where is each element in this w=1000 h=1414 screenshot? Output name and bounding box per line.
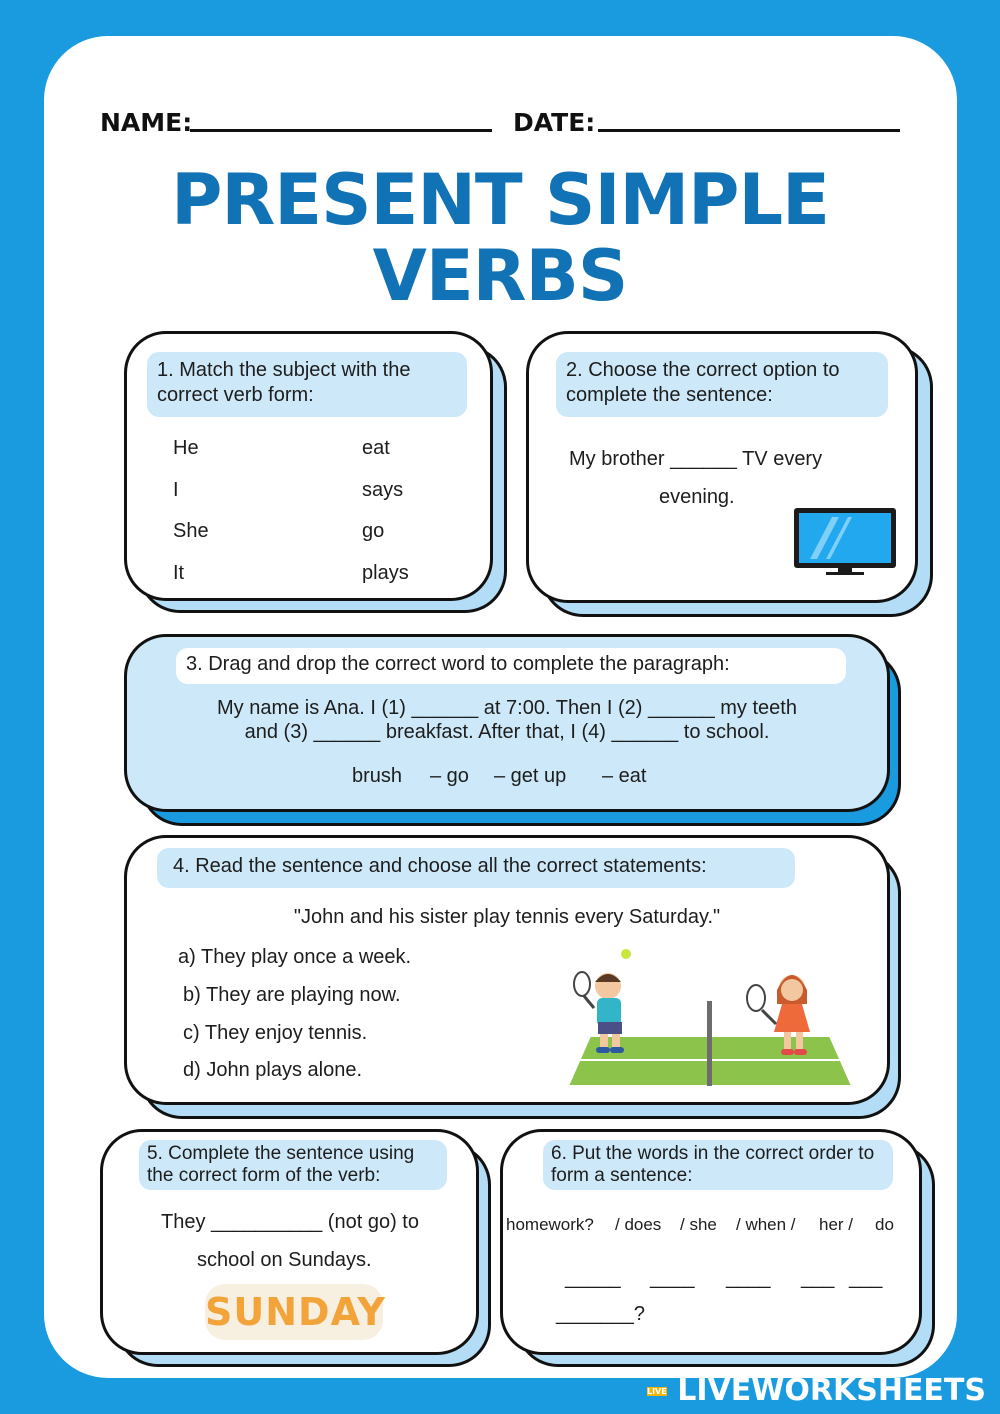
ex4-option[interactable]: a) They play once a week.: [178, 946, 412, 968]
ex5-sentence-line2: school on Sundays.: [197, 1249, 372, 1271]
ex6-blank[interactable]: ____: [650, 1267, 695, 1289]
ex4-option[interactable]: d) John plays alone.: [183, 1059, 363, 1081]
ex3-instruction: 3. Drag and drop the correct word to complete the paragraph:: [176, 648, 846, 684]
ex5-instruction: 5. Complete the sentence using the correct form of the verb:: [139, 1140, 447, 1190]
ex3-word-option[interactable]: – go: [430, 765, 469, 787]
liveworksheets-logo: [647, 1373, 986, 1408]
ex6-word[interactable]: / does: [615, 1215, 662, 1234]
sunday-sticker: [205, 1284, 386, 1340]
tennis-players-illustration: [560, 946, 856, 1088]
ex1-instruction: 1. Match the subject with the correct verb form:: [147, 352, 467, 417]
ex6-word[interactable]: / she: [680, 1215, 717, 1234]
page-title-line2: VERBS: [372, 235, 628, 317]
ex3-paragraph-line2[interactable]: and (3) ______ breakfast. After that, I (4) ______ to school.: [244, 721, 770, 743]
ex1-verb[interactable]: go: [362, 520, 385, 542]
ex3-word-option[interactable]: – eat: [602, 765, 647, 787]
ex6-blank[interactable]: ___: [801, 1267, 835, 1289]
ex1-subject[interactable]: I: [173, 479, 179, 501]
name-label: NAME:: [100, 108, 193, 137]
ex6-blank[interactable]: _____: [565, 1267, 621, 1289]
ex2-sentence-line1[interactable]: My brother ______ TV every: [569, 448, 823, 470]
ex6-word[interactable]: her /: [819, 1215, 854, 1234]
ex6-blank[interactable]: ____: [726, 1267, 771, 1289]
date-line[interactable]: [598, 129, 900, 132]
sunday-sticker-text: SUNDAY: [205, 1290, 386, 1334]
ex6-word[interactable]: homework?: [506, 1215, 594, 1234]
ex1-subject[interactable]: He: [173, 437, 199, 459]
ex4-instruction: 4. Read the sentence and choose all the correct statements:: [157, 848, 795, 888]
page-title-line1: PRESENT SIMPLE: [171, 159, 829, 241]
ex6-word[interactable]: do: [875, 1215, 894, 1234]
ex6-last-blank[interactable]: _______?: [556, 1303, 645, 1325]
logo-text: LIVEWORKSHEETS: [677, 1373, 986, 1408]
name-line[interactable]: [190, 129, 492, 132]
logo-letters-icon: LIVE: [646, 1387, 667, 1396]
ex6-word[interactable]: / when /: [736, 1215, 796, 1234]
ex3-word-option[interactable]: – get up: [494, 765, 567, 787]
ex1-verb[interactable]: eat: [362, 437, 390, 459]
ex1-subject[interactable]: She: [173, 520, 209, 542]
ex1-verb[interactable]: plays: [362, 562, 409, 584]
ex5-sentence-line1[interactable]: They __________ (not go) to: [161, 1211, 419, 1233]
ex2-sentence-line2: evening.: [659, 486, 735, 508]
ex4-quote: "John and his sister play tennis every Saturday.": [293, 906, 721, 928]
ex1-verb[interactable]: says: [362, 479, 404, 501]
television-icon: [792, 506, 898, 576]
ex6-blank[interactable]: ___: [849, 1267, 883, 1289]
ex3-paragraph-line1[interactable]: My name is Ana. I (1) ______ at 7:00. Then I (2) ______ my teeth: [217, 697, 797, 719]
ex1-subject[interactable]: It: [173, 562, 185, 584]
ex2-instruction: 2. Choose the correct option to complete the sentence:: [556, 352, 888, 417]
ex4-option[interactable]: b) They are playing now.: [183, 984, 401, 1006]
ex6-instruction: 6. Put the words in the correct order to form a sentence:: [543, 1140, 893, 1190]
ex4-option[interactable]: c) They enjoy tennis.: [183, 1022, 368, 1044]
date-label: DATE:: [513, 108, 596, 137]
ex3-word-option[interactable]: brush: [352, 765, 403, 787]
